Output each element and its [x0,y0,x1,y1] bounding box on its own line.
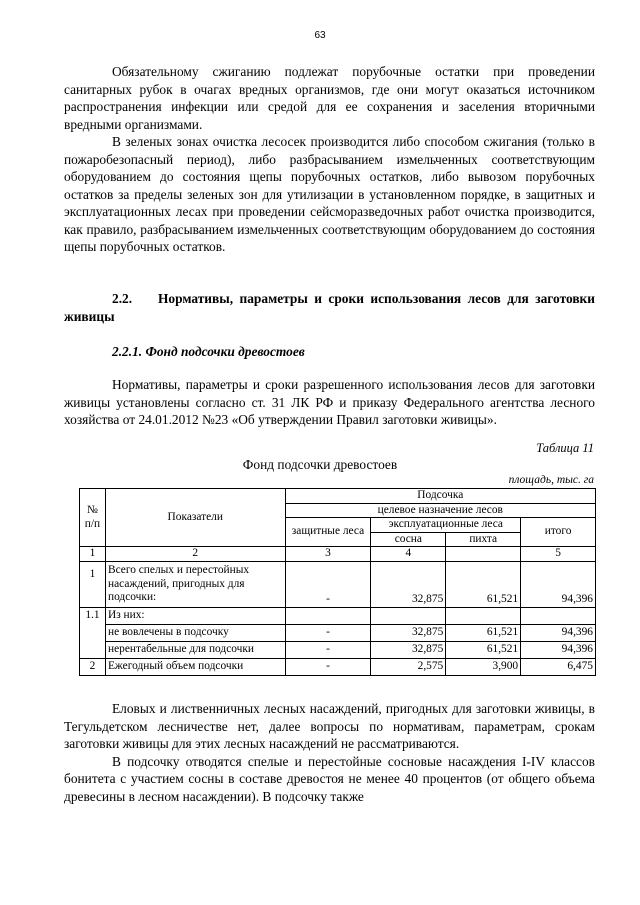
page-number: 63 [314,30,326,41]
row-pine [371,607,446,624]
row-fir: 3,900 [446,658,521,675]
header-exploitation: эксплуатационные леса [371,518,521,533]
section-number: 2.2. [112,291,133,306]
row-pine: 32,875 [371,561,446,607]
table-row [80,624,596,641]
row-protective: - [285,641,371,658]
colnum-4: 4 [371,547,446,562]
row-num: 1.1 [80,607,106,624]
section-title: Нормативы, параметры и сроки использования лесов для заготовки живицы [64,291,595,324]
table-row [80,641,596,658]
column-number-row [80,547,596,562]
table-units: площадь, тыс. га [508,474,594,486]
row-total: 94,396 [521,624,596,641]
row-total: 94,396 [521,561,596,607]
row-pine: 32,875 [371,641,446,658]
header-fir: пихта [446,532,521,547]
table-label: Таблица 11 [536,441,594,455]
paragraph-norms: Нормативы, параметры и сроки разрешенного использования лесов для заготовки живицы установлены согласно ст. 31 ЛК РФ и приказу Федерального агентства лесного хозяйства от 24.01.2012 №23 «Об утверждении Правил заготовки живицы». [64,377,595,427]
paragraph-burning: Обязательному сжиганию подлежат порубочные остатки при проведении санитарных рубок в очагах вредных организмов, где они могут оказаться источником распространения инфекции или средой для ее сохранения и заселения вторичными вредными организмами. [64,64,595,132]
row-total [521,607,596,624]
row-pine: 2,575 [371,658,446,675]
row-fir: 61,521 [446,561,521,607]
row-label: Всего спелых и перестойных насаждений, пригодных для подсочки: [105,561,285,607]
row-num: 1 [80,561,106,607]
bottom-paragraphs [64,700,595,805]
header-num: № п/п [80,489,106,547]
row-total: 6,475 [521,658,596,675]
table-row [80,607,596,624]
fund-table [79,488,596,676]
row-label: Из них: [105,607,285,624]
table-caption: Фонд подсочки древостоев [242,457,398,472]
header-pine: сосна [371,532,446,547]
row-num: 2 [80,658,106,675]
row-protective [285,607,371,624]
row-protective: - [285,624,371,641]
colnum-1: 1 [80,547,106,562]
paragraph-spruce-larch: Еловых и лиственничных лесных насаждений, пригодных для заготовки живицы, в Тегульдетском лесничестве нет, далее вопросы по нормативам, параметрам, срокам заготовки живицы для этих лесных насаждений не рассматриваются. [64,701,595,751]
row-pine: 32,875 [371,624,446,641]
header-purpose: целевое назначение лесов [285,503,595,518]
colnum-5: 5 [521,547,596,562]
row-protective: - [285,561,371,607]
table-row [80,561,596,607]
section-heading [64,290,595,325]
colnum-3: 3 [285,547,371,562]
subsection-heading: 2.2.1. Фонд подсочки древостоев [112,344,305,359]
row-num [80,624,106,641]
row-fir: 61,521 [446,641,521,658]
row-label: нерентабельные для подсочки [105,641,285,658]
row-num [80,641,106,658]
header-indicator: Показатели [105,489,285,547]
row-total: 94,396 [521,641,596,658]
norms-block [64,376,595,429]
header-protective: защитные леса [285,518,371,547]
paragraph-tapping-allocation: В подсочку отводятся спелые и перестойные сосновые насаждения I-IV классов бонитета с участием сосны в составе древостоя не менее 40 процентов (от общего объема древесины в лесном насаждении). В подсочку также [64,753,595,804]
header-tapping: Подсочка [285,489,595,504]
header-total: итого [521,518,596,547]
row-label: Ежегодный объем подсочки [105,658,285,675]
colnum-2: 2 [105,547,285,562]
top-paragraphs [64,63,595,256]
row-fir [446,607,521,624]
row-protective: - [285,658,371,675]
colnum-blank [446,547,521,562]
row-label: не вовлечены в подсочку [105,624,285,641]
row-fir: 61,521 [446,624,521,641]
paragraph-green-zones: В зеленых зонах очистка лесосек производится либо способом сжигания (только в пожаробезопасный период), либо разбрасыванием измельченных соответствующим оборудованием до состояния щепы порубочных остатков, либо вывозом порубочных остатков за пределы зеленых зон для утилизации в установленном порядке, в защитных и эксплуатационных лесах при проведении сейсморазведочных работ очистка производится, как правило, разбрасыванием измельченных соответствующим оборудованием до состояния щепы порубочных остатков. [64,134,595,254]
table-row [80,658,596,675]
